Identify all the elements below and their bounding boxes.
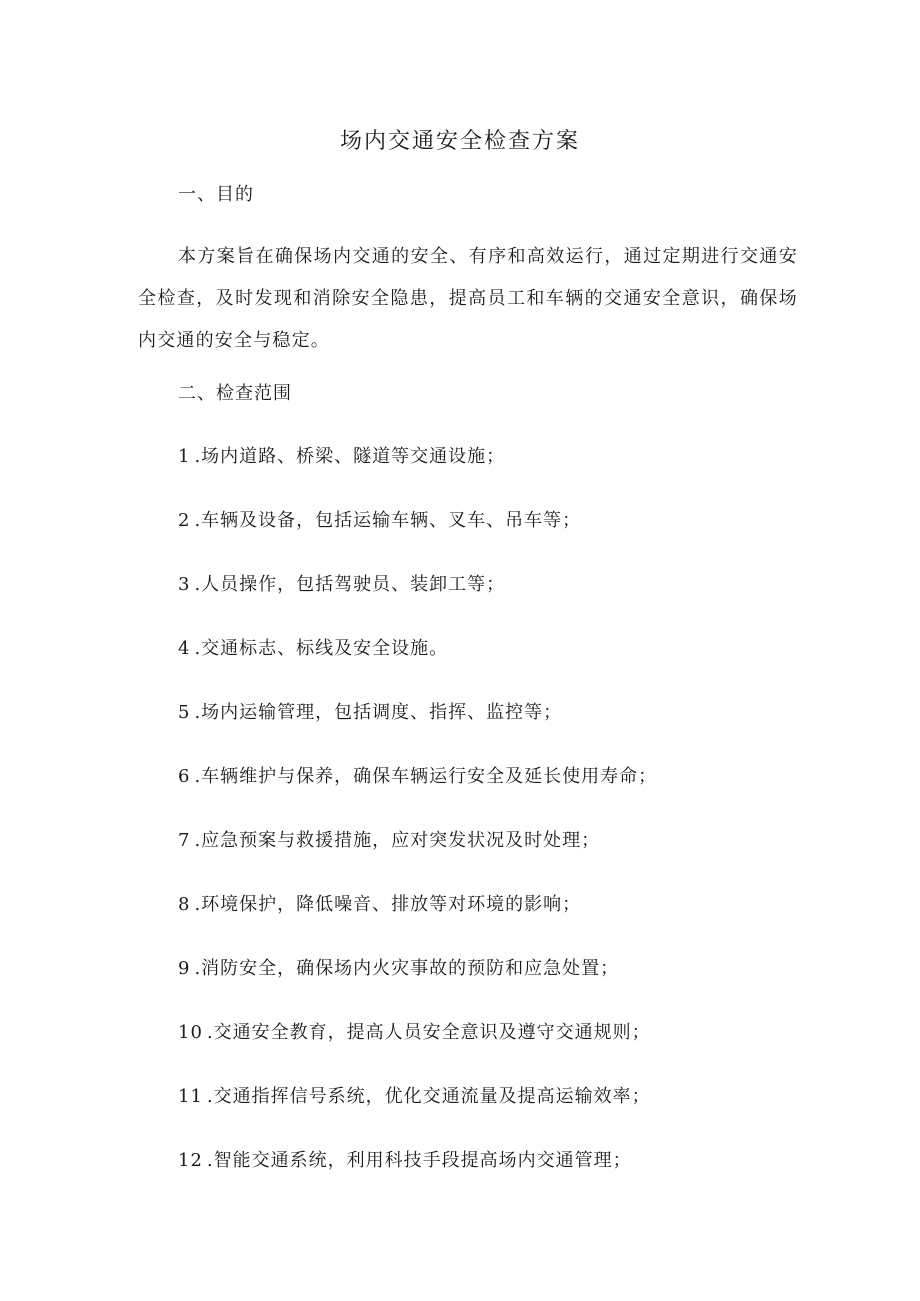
- list-item: [178, 633, 448, 665]
- list-item-number: 4: [178, 638, 191, 659]
- list-item: [178, 889, 581, 921]
- list-item: [178, 697, 562, 729]
- list-item-text: .环境保护，降低噪音、排放等对环境的影响；: [194, 894, 582, 915]
- list-item-number: 11: [178, 1086, 203, 1107]
- list-item-text: .应急预案与救援措施，应对突发状况及时处理；: [194, 830, 601, 851]
- list-item-number: 3: [178, 574, 191, 595]
- list-item-number: 8: [178, 894, 191, 915]
- list-item-text: .场内运输管理，包括调度、指挥、监控等；: [194, 702, 563, 723]
- list-item-number: 1: [178, 446, 191, 467]
- list-item-text: .场内道路、桥梁、隧道等交通设施；: [194, 446, 506, 467]
- list-item: [178, 953, 619, 985]
- list-item: [178, 1145, 632, 1177]
- purpose-paragraph: 本方案旨在确保场内交通的安全、有序和高效运行，通过定期进行交通安全检查，及时发现和消除安全隐患，提高员工和车辆的交通安全意识，确保场内交通的安全与稳定。: [138, 246, 798, 351]
- list-item: [178, 1017, 651, 1049]
- list-item-text: .车辆及设备，包括运输车辆、叉车、吊车等；: [194, 510, 582, 531]
- list-item-text: .交通安全教育，提高人员安全意识及遵守交通规则；: [206, 1022, 651, 1043]
- list-item-number: 7: [178, 830, 191, 851]
- list-item-number: 10: [178, 1022, 203, 1043]
- list-item-number: 5: [178, 702, 191, 723]
- list-item: [178, 569, 505, 601]
- document-title: 场内交通安全检查方案: [339, 129, 580, 154]
- list-item-number: 12: [178, 1150, 203, 1171]
- list-item-number: 9: [178, 958, 191, 979]
- list-item: [178, 825, 600, 857]
- list-item-text: .车辆维护与保养，确保车辆运行安全及延长使用寿命；: [194, 766, 658, 787]
- list-item: [178, 441, 505, 473]
- list-item: [178, 1081, 651, 1113]
- list-item-text: .消防安全，确保场内火灾事故的预防和应急处置；: [194, 958, 620, 979]
- list-item-text: .人员操作，包括驾驶员、装卸工等；: [194, 574, 506, 595]
- list-item-text: .交通指挥信号系统，优化交通流量及提高运输效率；: [206, 1086, 651, 1107]
- list-item: [178, 761, 657, 793]
- list-item-text: .交通标志、标线及安全设施。: [194, 638, 449, 659]
- list-item-number: 6: [178, 766, 191, 787]
- list-item: [178, 505, 581, 537]
- list-item-text: .智能交通系统，利用科技手段提高场内交通管理；: [206, 1150, 632, 1171]
- section-heading-scope: 二、检查范围: [178, 383, 292, 404]
- section-heading-purpose: 一、目的: [178, 184, 254, 205]
- list-item-number: 2: [178, 510, 191, 531]
